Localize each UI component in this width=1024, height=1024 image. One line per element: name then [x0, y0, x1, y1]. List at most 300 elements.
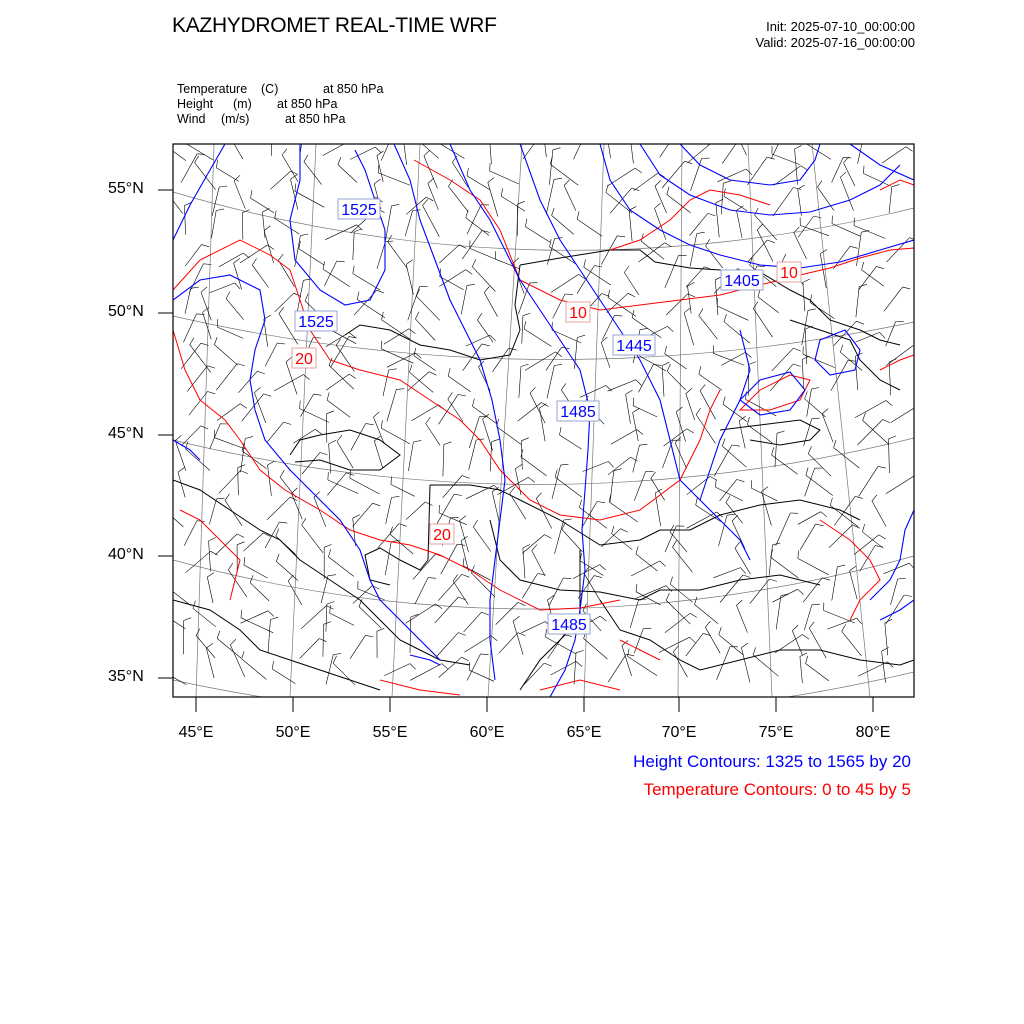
wind-barb [673, 547, 693, 572]
wind-barb-flag [337, 435, 342, 441]
wind-barb-flag [357, 292, 359, 300]
wind-barb-flag [769, 579, 777, 581]
lat-label-35n: 35°N [108, 668, 144, 685]
wind-barb [477, 320, 493, 343]
wind-barb-flag [272, 661, 274, 669]
wind-barb [242, 213, 243, 240]
wind-barb [190, 345, 211, 373]
wind-barb-flag [448, 368, 450, 376]
wind-barb-flag [755, 208, 759, 215]
lon-label-70e: 70°E [661, 724, 697, 741]
wind-barb [860, 546, 875, 572]
wind-barb-flag [726, 496, 730, 503]
wind-barb [606, 192, 632, 213]
wind-barb-flag [532, 545, 537, 551]
wind-barb [254, 393, 265, 423]
wind-barb-flag [354, 229, 362, 232]
wind-barb [241, 618, 273, 633]
wind-barb [499, 633, 518, 654]
wind-barb-flag [837, 565, 845, 567]
wind-barb-flag [919, 405, 925, 410]
wind-barb-flag [879, 535, 886, 539]
wind-barb-flag [576, 661, 582, 666]
wind-barb-flag [875, 546, 883, 547]
wind-barb [181, 426, 201, 446]
wind-barb [328, 557, 353, 577]
wind-barb-flag [699, 366, 701, 374]
wind-barb [415, 319, 435, 341]
wind-barb [187, 366, 207, 392]
wind-barb [323, 269, 350, 287]
wind-barb-flag [279, 307, 284, 313]
wind-barb [209, 283, 234, 293]
wind-barb-flag [374, 412, 380, 417]
wind-barb-flag [300, 401, 301, 409]
wind-barb-flag [542, 133, 550, 135]
wind-barb [690, 234, 697, 267]
wind-barb-flag [822, 409, 828, 414]
wind-barb [549, 150, 552, 185]
wind-barb [831, 360, 848, 391]
wind-barb-flag [617, 236, 625, 237]
wind-barb [757, 230, 773, 262]
wind-barb-flag [241, 471, 248, 474]
wind-barb-flag [161, 663, 162, 671]
wind-barb-flag [305, 294, 308, 301]
wind-barb [832, 157, 844, 182]
wind-barb [574, 653, 576, 685]
wind-barb [722, 137, 740, 164]
wind-barb-flag [457, 544, 465, 545]
wind-barb-flag [272, 125, 279, 128]
wind-barb [607, 293, 628, 313]
wind-barb [467, 654, 481, 681]
wind-barb-flag [666, 593, 669, 600]
wind-barb-flag [375, 147, 381, 152]
wind-barb-flag [209, 538, 216, 541]
wind-barb-flag [336, 339, 341, 346]
wind-barb-flag [864, 166, 865, 174]
wind-barb-flag [202, 245, 210, 247]
wind-barb [722, 446, 746, 467]
wind-barbs [158, 123, 926, 685]
wind-barb [207, 577, 213, 603]
wind-barb [264, 231, 274, 264]
wind-barb [885, 623, 888, 656]
field-name: Temperature [177, 82, 248, 96]
wind-barb-flag [333, 654, 341, 655]
wind-barb-flag [850, 566, 856, 571]
wind-barb-flag [178, 468, 184, 473]
wind-barb [555, 520, 564, 554]
wind-barb-flag [606, 124, 613, 128]
wind-barb [337, 442, 353, 469]
wind-barb-flag [889, 436, 896, 439]
wind-barb-flag [630, 129, 637, 133]
wind-barb-flag [757, 266, 765, 267]
wind-barb-flag [300, 234, 308, 236]
wind-barb-flag [670, 577, 672, 585]
wind-barb [426, 424, 440, 446]
wind-barb [496, 602, 518, 624]
wind-barb [842, 631, 862, 656]
wind-barb [626, 394, 631, 424]
wind-barb-flag [454, 494, 462, 495]
wind-barb [641, 241, 664, 259]
wind-barb-flag [459, 245, 466, 249]
wind-barb [532, 551, 545, 576]
wind-barb [228, 570, 247, 597]
wind-barb [854, 226, 885, 239]
wind-barb-flag [211, 551, 218, 555]
wind-barb-flag [467, 168, 469, 176]
wind-barb-flag [781, 594, 789, 596]
wind-barb [453, 581, 468, 604]
wind-barb [806, 475, 833, 495]
wind-barb-flag [635, 168, 642, 173]
wind-barb [185, 245, 201, 266]
height-label [557, 401, 599, 421]
wind-barb [673, 652, 687, 677]
wind-barb-flag [349, 337, 357, 338]
lon-label-55e: 55°E [372, 724, 408, 741]
wind-barb [413, 554, 435, 579]
wind-barb-flag [757, 224, 762, 230]
wind-barb-flag [413, 128, 416, 136]
wind-barb [448, 399, 463, 422]
wind-barb-flag [315, 429, 321, 434]
wind-barb [564, 186, 576, 211]
wind-barb [244, 533, 264, 551]
legend-height-contours: Height Contours: 1325 to 1565 by 20 [633, 752, 911, 771]
wind-barb-flag [722, 439, 725, 447]
wind-barb-flag [633, 408, 640, 412]
wind-barb [378, 524, 399, 548]
wind-barb-flag [268, 461, 275, 465]
svg-text:10: 10 [780, 265, 798, 282]
wind-barb-flag [206, 643, 213, 648]
wind-barb-flag [406, 260, 413, 265]
height-label [613, 335, 655, 355]
wind-barb [351, 424, 366, 451]
wind-barb [410, 617, 411, 653]
wind-barb [822, 414, 833, 442]
wind-barb [490, 171, 519, 184]
wind-barb [184, 142, 214, 160]
wind-barb [802, 310, 808, 345]
wind-barb-flag [282, 149, 287, 155]
wind-barb-flag [737, 206, 744, 210]
wind-barb [696, 415, 716, 444]
wind-barb [211, 211, 216, 239]
wind-barb [772, 455, 798, 474]
wind-barb-flag [399, 524, 407, 527]
wind-barb-flag [237, 534, 244, 537]
wind-barb-flag [695, 597, 697, 605]
wind-barb-flag [472, 260, 476, 267]
wind-barb [629, 210, 632, 241]
temperature-contours [173, 160, 914, 695]
wind-barb-flag [686, 388, 692, 393]
wind-barb-flag [366, 424, 374, 425]
wind-barb [328, 480, 358, 494]
wind-barb-flag [425, 502, 432, 506]
wind-barb [215, 534, 237, 555]
wind-barb-flag [554, 364, 562, 365]
wind-barb [547, 239, 554, 265]
wind-barb-flag [254, 387, 260, 392]
wind-barb [676, 412, 686, 442]
wind-barb [670, 532, 687, 552]
wind-barb-flag [767, 157, 775, 159]
wind-barb-flag [802, 635, 809, 640]
wind-barb [739, 421, 745, 449]
wind-barb-flag [467, 284, 475, 285]
wind-barb [462, 231, 482, 260]
wind-barb-flag [687, 429, 694, 433]
wind-barb-flag [676, 407, 682, 412]
wind-barb [584, 639, 608, 660]
wind-barb-flag [524, 321, 526, 329]
wind-barb-flag [666, 586, 672, 592]
wind-barb-flag [489, 132, 496, 136]
wind-barb [408, 442, 413, 471]
wind-barb-flag [606, 185, 608, 193]
height-label [721, 270, 763, 290]
wind-barb-flag [304, 155, 308, 162]
wind-barb-flag [413, 210, 421, 211]
wind-barb-flag [396, 389, 404, 390]
field-unit: (m) [233, 97, 252, 111]
wind-barb-flag [857, 618, 862, 624]
svg-text:1485: 1485 [551, 617, 587, 634]
wind-barb-flag [673, 540, 677, 547]
wind-barb-flag [482, 231, 490, 233]
wind-barb-flag [473, 520, 477, 527]
wind-barb-flag [734, 123, 740, 129]
wind-barb [209, 541, 211, 571]
wind-barb [163, 144, 186, 161]
wind-barb [550, 247, 576, 264]
wind-barb [374, 441, 383, 468]
wind-barb-flag [864, 133, 872, 134]
wind-barb [577, 219, 602, 236]
wind-barb-flag [751, 480, 752, 488]
wind-barb-flag [327, 392, 329, 400]
wind-barb-flag [466, 270, 473, 275]
wind-barb [889, 187, 892, 213]
wind-barb-flag [741, 643, 748, 648]
wind-barb [882, 147, 906, 163]
wind-barb-flag [276, 554, 279, 562]
wind-barb-flag [484, 287, 489, 293]
wind-barb [300, 394, 313, 417]
wind-barb-flag [245, 437, 253, 439]
wind-barb [415, 578, 428, 605]
wind-barb [872, 501, 886, 527]
wind-barb [268, 465, 272, 496]
wind-barb [384, 664, 410, 676]
wind-barb-flag [800, 653, 807, 657]
wind-barb [252, 265, 268, 287]
wind-barb [666, 294, 688, 315]
wind-barb-flag [741, 137, 749, 139]
wind-barb [713, 568, 740, 578]
wind-barb [513, 621, 523, 655]
wind-barb [230, 645, 245, 677]
wind-barb [338, 165, 357, 183]
wind-barb-flag [892, 185, 900, 187]
wind-barb [840, 177, 853, 210]
wind-barb-flag [565, 294, 573, 295]
lat-label-55n: 55°N [108, 180, 144, 197]
wind-barb [734, 128, 746, 155]
wind-barb-flag [886, 401, 892, 406]
wind-barb-flag [501, 188, 503, 196]
wind-barb [212, 187, 219, 216]
wind-barb [695, 605, 719, 624]
field-level: at 850 hPa [277, 97, 338, 111]
wind-barb-flag [481, 205, 489, 206]
wind-barb-flag [237, 542, 245, 545]
wind-barb [792, 631, 802, 655]
wind-barb [540, 408, 546, 441]
wind-barb [794, 233, 807, 259]
svg-text:10: 10 [569, 305, 587, 322]
wind-barb-flag [225, 494, 230, 501]
wind-barb [406, 264, 413, 294]
wind-barb-flag [237, 364, 245, 366]
wind-barb-flag [451, 517, 459, 518]
wind-barb-flag [366, 635, 374, 637]
wind-barb [798, 189, 802, 216]
wind-barb-flag [327, 602, 335, 605]
wind-barb-flag [806, 656, 808, 664]
wind-barb-flag [802, 356, 809, 359]
wind-barb [386, 498, 392, 524]
wind-barb-flag [169, 580, 171, 588]
wind-barb [244, 565, 268, 578]
wind-barb [717, 306, 748, 320]
wind-barb [886, 475, 916, 494]
wind-barb [660, 135, 675, 158]
wind-barb-flag [257, 371, 265, 374]
wind-barb-flag [208, 366, 216, 368]
wind-barb [662, 366, 664, 397]
wind-barb [217, 327, 243, 338]
wind-barb [443, 476, 463, 498]
wind-barb-flag [314, 394, 322, 395]
wind-barb [805, 329, 806, 364]
wind-barb [464, 612, 482, 632]
wind-barb-flag [564, 180, 570, 186]
wind-barb [473, 527, 491, 552]
wind-barb [737, 210, 743, 238]
wind-barb-flag [410, 664, 416, 670]
wind-barb-flag [374, 179, 380, 184]
wind-barb-flag [903, 287, 911, 289]
wind-barb [314, 497, 326, 527]
wind-barb-flag [288, 575, 293, 581]
wind-barb-flag [724, 314, 727, 322]
wind-barb [844, 163, 856, 187]
wind-barb [854, 535, 879, 555]
wind-barb [184, 206, 185, 235]
wind-barb [536, 499, 552, 529]
wind-barb-flag [889, 359, 896, 362]
wind-barb [857, 232, 862, 266]
wind-barb [466, 218, 489, 236]
wind-barb [299, 249, 325, 265]
wind-barb [762, 492, 772, 526]
wind-barb-flag [753, 647, 756, 655]
wind-barb [436, 633, 458, 657]
wind-barb [387, 389, 396, 421]
wind-barb [464, 636, 491, 652]
wind-barb [196, 636, 215, 658]
wind-barb [489, 136, 491, 164]
wind-barb-flag [655, 181, 661, 187]
wind-barb-flag [536, 493, 541, 499]
wind-barb-flag [463, 558, 464, 566]
wind-barb-flag [606, 386, 612, 392]
wind-barb [267, 497, 290, 520]
wind-barb [555, 477, 582, 497]
svg-text:1405: 1405 [724, 273, 760, 290]
wind-barb [884, 563, 910, 574]
wind-barb [522, 316, 523, 344]
wind-barb-flag [328, 575, 336, 576]
wind-barb-flag [700, 385, 705, 391]
wind-barb-flag [515, 464, 522, 468]
wind-barb-flag [628, 649, 630, 657]
wind-barb [724, 322, 750, 343]
wind-barb [665, 613, 690, 632]
wind-barb-flag [801, 166, 808, 170]
wind-barb-flag [530, 387, 535, 393]
wind-barb-flag [219, 186, 227, 187]
wind-barb-flag [665, 346, 667, 354]
wind-barb-flag [462, 657, 469, 661]
wind-barb-flag [462, 574, 470, 577]
wind-barb-flag [880, 332, 886, 338]
wind-barb-flag [608, 462, 613, 468]
wind-barb [884, 287, 903, 312]
wind-barb [439, 394, 459, 424]
wind-barb-flag [277, 343, 285, 344]
wind-barb [524, 663, 544, 684]
wind-barb-flag [641, 233, 643, 241]
wind-barb [795, 149, 798, 185]
wind-barb-flag [292, 488, 298, 494]
wind-barb-flag [230, 639, 236, 645]
wind-barb [181, 154, 197, 183]
wind-barb [333, 663, 355, 685]
field-level: at 850 hPa [285, 112, 346, 126]
wind-barb-flag [523, 313, 531, 316]
wind-barb-flag [426, 417, 431, 424]
wind-barb [275, 293, 294, 312]
wind-barb [178, 472, 185, 497]
wind-barb [300, 639, 320, 659]
wind-barb-flag [786, 129, 794, 130]
wind-barb [699, 316, 718, 340]
wind-barb [201, 292, 211, 320]
wind-barb [552, 215, 574, 234]
wind-barb-flag [381, 341, 382, 349]
wind-barb [525, 352, 555, 371]
wind-barb-flag [653, 364, 661, 365]
